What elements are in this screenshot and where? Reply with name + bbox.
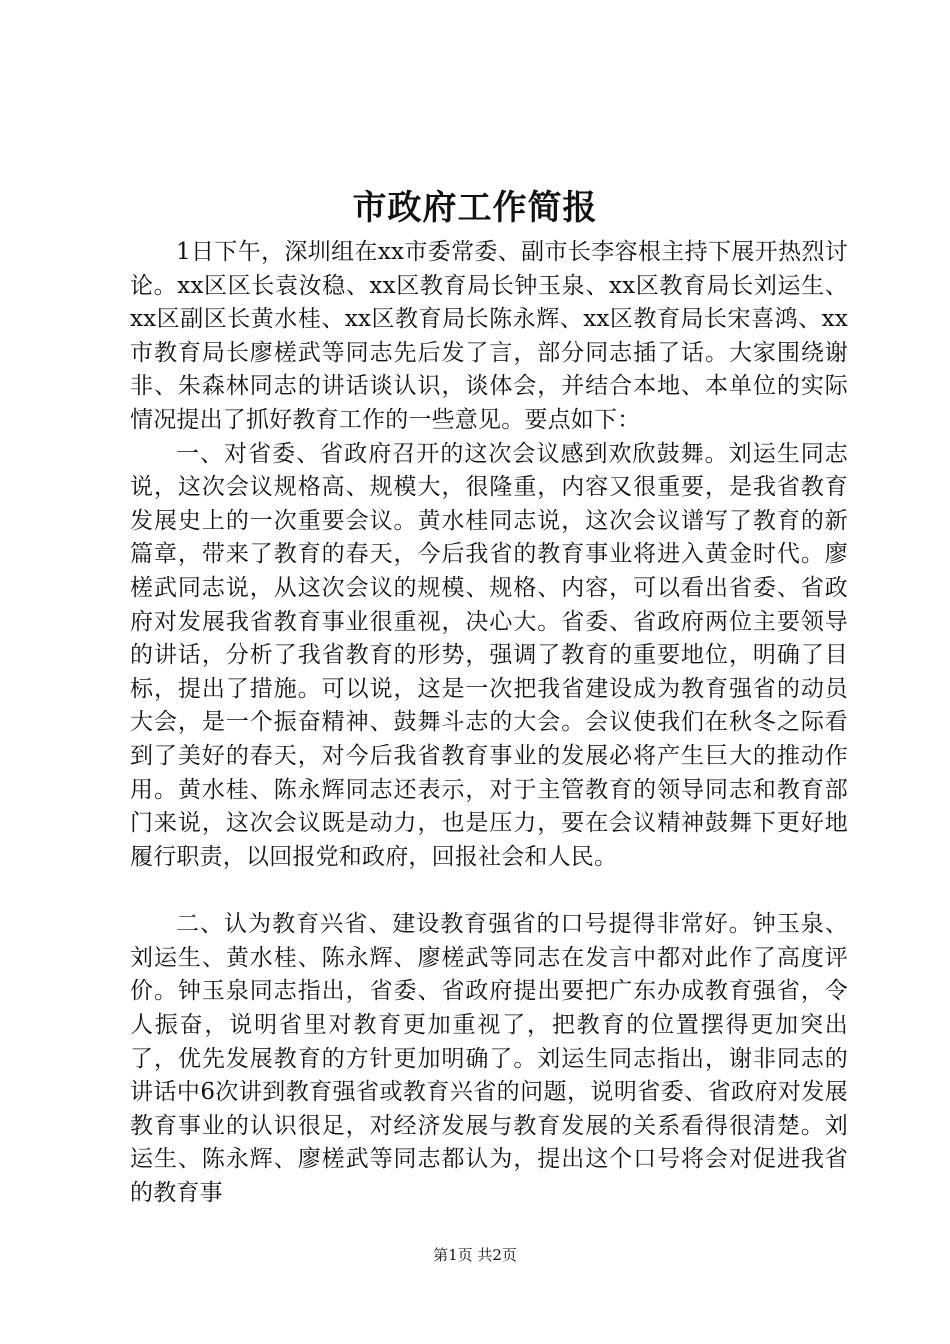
document-body: [130, 236, 848, 1211]
paragraph-point-two: 二、认为教育兴省、建设教育强省的口号提得非常好。钟玉泉、刘运生、黄水桂、陈永辉、廖槎武等同志在发言中都对此作了高度评价。钟玉泉同志指出，省委、省政府提出要把广东办成教育强省，令人振奋，说明省里对教育更加重视了，把教育的位置摆得更加突出了，优先发展教育的方针更加明确了。刘运生同志指出，谢非同志的讲话中6次讲到教育强省或教育兴省的问题，说明省委、省政府对发展教育事业的认识很足，对经济发展与教育发展的关系看得很清楚。刘运生、陈永辉、廖槎武等同志都认为，提出这个口号将会对促进我省的教育事: [130, 911, 848, 1207]
paragraph-intro: 1日下午，深圳组在xx市委常委、副市长李容根主持下展开热烈讨论。xx区区长袁汝稳、xx区教育局长钟玉泉、xx区教育局长刘运生、xx区副区长黄水桂、xx区教育局长陈永辉、xx区教育局长宋喜鸿、xx市教育局长廖槎武等同志先后发了言，部分同志插了话。大家围绕谢非、朱森林同志的讲话谈认识，谈体会，并结合本地、本单位的实际情况提出了抓好教育工作的一些意见。要点如下：: [130, 239, 848, 433]
page-number-footer: 第1页 共2页: [433, 1246, 517, 1264]
document-title: 市政府工作简报: [352, 188, 598, 228]
paragraph-point-one: 一、对省委、省政府召开的这次会议感到欢欣鼓舞。刘运生同志说，这次会议规格高、规模大，很隆重，内容又很重要，是我省教育发展史上的一次重要会议。黄水桂同志说，这次会议谱写了教育的新篇章，带来了教育的春天，今后我省的教育事业将进入黄金时代。廖槎武同志说，从这次会议的规模、规格、内容，可以看出省委、省政府对发展我省教育事业很重视，决心大。省委、省政府两位主要领导的讲话，分析了我省教育的形势，强调了教育的重要地位，明确了目标，提出了措施。可以说，这是一次把我省建设成为教育强省的动员大会，是一个振奋精神、鼓舞斗志的大会。会议使我们在秋冬之际看到了美好的春天，对今后我省教育事业的发展必将产生巨大的推动作用。黄水桂、陈永辉同志还表示，对于主管教育的领导同志和教育部门来说，这次会议既是动力，也是压力，要在会议精神鼓舞下更好地履行职责，以回报党和政府，回报社会和人民。: [130, 440, 848, 870]
